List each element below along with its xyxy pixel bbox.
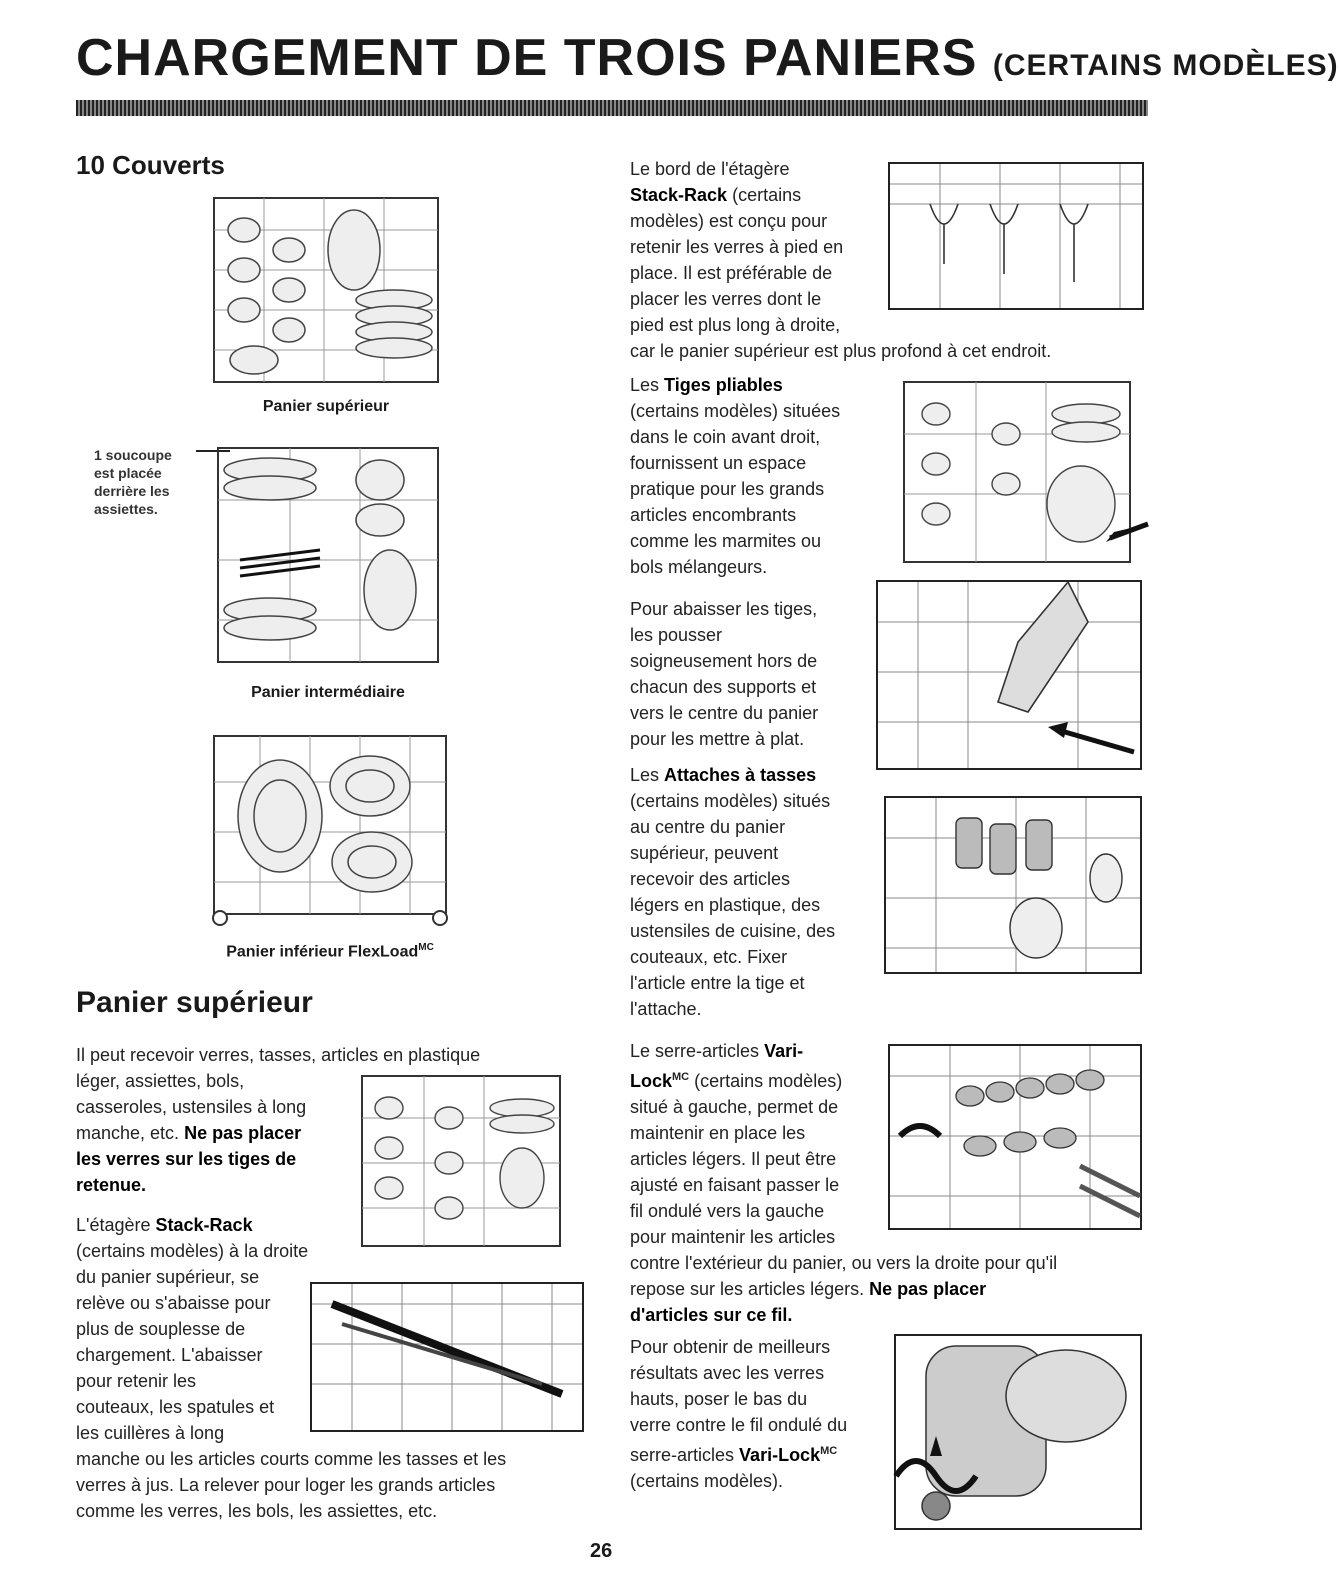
section-10-couverts-heading: 10 Couverts: [76, 150, 225, 180]
tine-folding-hand-illustration: [876, 580, 1142, 770]
section-upper-rack-heading: Panier supérieur: [76, 986, 313, 1019]
title-rule: [76, 100, 1148, 116]
stack-rack-illustration: [310, 1282, 584, 1432]
caption-middle-rack: Panier intermédiaire: [251, 684, 405, 701]
stack-rack-edge-paragraph: Le bord de l'étagère Stack-Rack (certains modèles) est conçu pour retenir les verres à pied en place. Il est préférable de placer les verres dont le pied est plus long à droite, car le panier supérieur est plus profond à cet endroit.: [630, 159, 1052, 361]
vari-lock-illustration: [888, 1044, 1142, 1230]
cup-clips-paragraph: Les Attaches à tasses (certains modèles) situés au centre du panier supérieur, peuvent recevoir des articles légers en plastique, des ustensiles de cuisine, des couteaux, etc. Fixer l'article entre la tige et l'attache.: [630, 765, 836, 1019]
middle-rack-illustration: [210, 440, 446, 670]
folding-tines-illustration: [896, 374, 1152, 570]
saucer-note: 1 soucoupe est placée derrière les assiettes.: [94, 447, 172, 517]
tall-glasses-paragraph: Pour obtenir de meilleurs résultats avec les verres hauts, poser le bas du verre contre le fil ondulé du serre-articles Vari-Lock$^{MC}$ (certains modèles).: [630, 1337, 848, 1491]
lower-rack-illustration: [200, 722, 460, 930]
folding-tines-paragraph: Les Tiges pliables (certains modèles) situées dans le coin avant droit, fournissent un espace pratique pour les grands articles encombrants comme les marmites ou bols mélangeurs.: [630, 375, 841, 577]
caption-upper-rack: Panier supérieur: [262, 398, 390, 415]
lower-tines-paragraph: Pour abaisser les tiges, les pousser soigneusement hors de chacun des supports et vers le centre du panier pour les mettre à plat.: [630, 599, 819, 749]
stemware-illustration: [888, 162, 1144, 310]
caption-lower-rack: Panier inférieur FlexLoad$^{MC}$: [226, 942, 434, 961]
vari-lock-paragraph: Le serre-articles Vari- Lock$^{MC}$ (certains modèles) situé à gauche, permet de maintenir en place les articles légers. Il peut être ajusté en faisant passer le fil ondulé vers la gauche pour maintenir les articles contre l'extérieur du panier, ou vers la droite pour qu'il repose sur les articles légers. Ne pas placer d'articles sur ce fil.: [630, 1041, 1058, 1325]
upper-rack-paragraph: Il peut recevoir verres, tasses, articles en plastique léger, assiettes, bols, casseroles, ustensiles à long manche, etc. Ne pas placer les verres sur les tiges de retenue.: [76, 1045, 481, 1195]
tall-glass-illustration: [894, 1334, 1142, 1530]
page-title: CHARGEMENT DE TROIS PANIERS (CERTAINS MODÈLES): [76, 29, 1339, 87]
page-subtitle: (CERTAINS MODÈLES): [992, 49, 1339, 82]
page-number: 26: [590, 1540, 613, 1562]
cup-clips-illustration: [884, 796, 1142, 974]
stack-rack-paragraph: L'étagère Stack-Rack (certains modèles) à la droite du panier supérieur, se relève ou s'abaisse pour plus de souplesse de chargement. L'abaisser pour retenir les couteaux, les spatules et les cuillères à long manche ou les articles courts comme les tasses et les verres à jus. La relever pour loger les grands articles comme les verres, les bols, les assiettes, etc.: [76, 1215, 507, 1521]
upper-rack-illustration: [204, 190, 448, 390]
